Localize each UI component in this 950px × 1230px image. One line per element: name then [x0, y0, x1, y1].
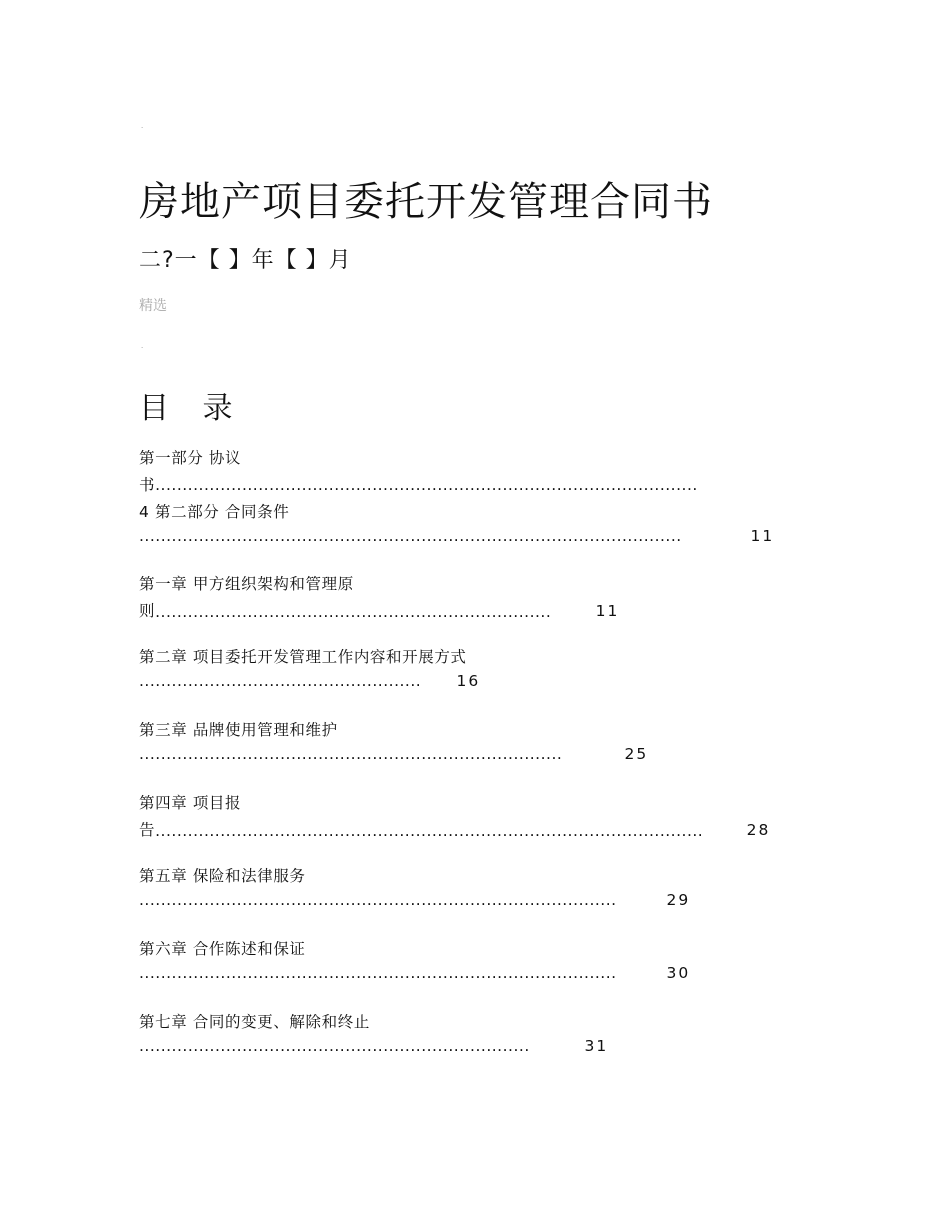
toc-entry-9-line1	[139, 1010, 370, 1032]
document-title: 房地产项目委托开发管理合同书	[139, 179, 713, 225]
toc-entry-6-line2	[139, 818, 770, 840]
toc-entry-7-line1	[139, 864, 306, 886]
toc-entry-label: 第一章 甲方组织架构和管理原	[139, 575, 354, 593]
toc-leader-dots: .........................................................................	[155, 603, 552, 621]
toc-entry-2-line1	[139, 500, 289, 522]
toc-entry-9-line2	[139, 1037, 608, 1055]
toc-entry-4-line1	[139, 645, 467, 667]
toc-page-number: 28	[746, 821, 771, 839]
toc-entry-3-line1	[139, 572, 354, 594]
toc-page-number: 11	[750, 527, 775, 545]
toc-entry-3-line2	[139, 599, 619, 621]
toc-entry-label: 4 第二部分 合同条件	[139, 503, 290, 521]
toc-leader-dots: ........................................................................	[139, 1037, 530, 1055]
toc-entry-4-line2	[139, 672, 480, 690]
toc-entry-5-line1	[139, 718, 338, 740]
toc-entry-label: 第二章 项目委托开发管理工作内容和开展方式	[139, 648, 467, 666]
toc-entry-1-line1	[139, 446, 241, 468]
toc-entry-8-line2	[139, 964, 690, 982]
toc-entry-label: 告	[139, 821, 156, 839]
toc-leader-dots: ..............................................................................	[139, 745, 563, 763]
toc-entry-2-line2	[139, 527, 774, 545]
toc-page-number: 31	[584, 1037, 609, 1055]
toc-leader-dots: ....................................................................................................	[139, 527, 682, 545]
toc-entry-1-line2	[139, 473, 799, 495]
top-dot-mark: ·	[141, 124, 144, 132]
toc-leader-dots: ....................................................	[139, 672, 422, 690]
toc-leader-dots: ....................................................................................................	[155, 476, 698, 494]
toc-entry-label: 书	[139, 476, 156, 494]
toc-entry-label: 第四章 项目报	[139, 794, 242, 812]
toc-entry-7-line2	[139, 891, 690, 909]
toc-leader-dots: ........................................................................................	[139, 891, 617, 909]
toc-entry-label: 第六章 合作陈述和保证	[139, 940, 306, 958]
watermark-text: 精选	[139, 298, 167, 314]
toc-entry-label: 第三章 品牌使用管理和维护	[139, 721, 338, 739]
toc-page-number: 30	[666, 964, 691, 982]
mid-dot-mark: ·	[141, 344, 144, 352]
toc-leader-dots: .....................................................................................................	[155, 822, 704, 840]
toc-page-number: 11	[595, 602, 620, 620]
toc-leader-dots: ........................................................................................	[139, 964, 617, 982]
toc-entry-5-line2	[139, 745, 648, 763]
toc-page-number: 16	[456, 672, 481, 690]
toc-entry-label: 则	[139, 602, 156, 620]
toc-entry-6-line1	[139, 791, 241, 813]
toc-page-number: 29	[666, 891, 691, 909]
toc-heading: 目 录	[139, 391, 245, 426]
toc-entry-label: 第一部分 协议	[139, 449, 242, 467]
toc-entry-label: 第五章 保险和法律服务	[139, 867, 306, 885]
toc-entry-label: 第七章 合同的变更、解除和终止	[139, 1013, 370, 1031]
toc-page-number: 25	[624, 745, 649, 763]
toc-entry-8-line1	[139, 937, 306, 959]
document-date-line: 二?一【 】年【 】月	[139, 248, 352, 273]
